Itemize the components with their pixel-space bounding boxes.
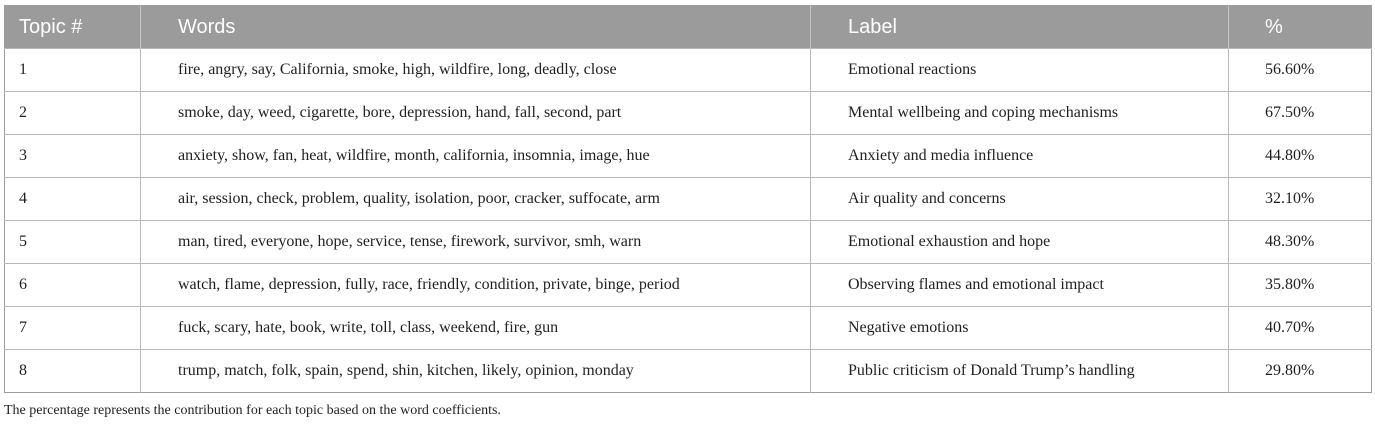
cell-words: fuck, scary, hate, book, write, toll, class, weekend, fire, gun [141, 307, 811, 350]
cell-percent: 35.80% [1229, 264, 1372, 307]
cell-label: Emotional exhaustion and hope [811, 221, 1229, 264]
cell-words: fire, angry, say, California, smoke, high, wildfire, long, deadly, close [141, 49, 811, 92]
table-row [5, 49, 1372, 92]
cell-label: Public criticism of Donald Trump’s handling [811, 350, 1229, 393]
cell-words: smoke, day, weed, cigarette, bore, depression, hand, fall, second, part [141, 92, 811, 135]
cell-topic: 2 [5, 92, 141, 135]
table-footnote: The percentage represents the contribution for each topic based on the word coefficients. [4, 403, 501, 418]
header-words: Words [141, 6, 811, 49]
header-label: Label [811, 6, 1229, 49]
cell-label: Anxiety and media influence [811, 135, 1229, 178]
cell-label: Negative emotions [811, 307, 1229, 350]
cell-topic: 6 [5, 264, 141, 307]
cell-words: man, tired, everyone, hope, service, tense, firework, survivor, smh, warn [141, 221, 811, 264]
cell-percent: 29.80% [1229, 350, 1372, 393]
cell-percent: 40.70% [1229, 307, 1372, 350]
cell-topic: 5 [5, 221, 141, 264]
cell-label: Observing flames and emotional impact [811, 264, 1229, 307]
topic-table-container [4, 5, 1371, 393]
cell-percent: 32.10% [1229, 178, 1372, 221]
cell-label: Air quality and concerns [811, 178, 1229, 221]
table-row [5, 135, 1372, 178]
cell-topic: 4 [5, 178, 141, 221]
table-row [5, 350, 1372, 393]
cell-words: trump, match, folk, spain, spend, shin, kitchen, likely, opinion, monday [141, 350, 811, 393]
table-row [5, 264, 1372, 307]
table-row [5, 178, 1372, 221]
table-body [5, 49, 1372, 393]
cell-topic: 1 [5, 49, 141, 92]
cell-percent: 48.30% [1229, 221, 1372, 264]
cell-label: Emotional reactions [811, 49, 1229, 92]
cell-label: Mental wellbeing and coping mechanisms [811, 92, 1229, 135]
cell-percent: 56.60% [1229, 49, 1372, 92]
topic-table [4, 5, 1372, 393]
table-row [5, 92, 1372, 135]
cell-words: watch, flame, depression, fully, race, friendly, condition, private, binge, period [141, 264, 811, 307]
cell-percent: 44.80% [1229, 135, 1372, 178]
cell-words: air, session, check, problem, quality, isolation, poor, cracker, suffocate, arm [141, 178, 811, 221]
table-row [5, 221, 1372, 264]
table-header [5, 6, 1372, 49]
cell-topic: 3 [5, 135, 141, 178]
header-topic: Topic # [5, 6, 141, 49]
cell-words: anxiety, show, fan, heat, wildfire, month, california, insomnia, image, hue [141, 135, 811, 178]
header-percent: % [1229, 6, 1372, 49]
table-row [5, 307, 1372, 350]
cell-topic: 8 [5, 350, 141, 393]
header-row [5, 6, 1372, 49]
cell-topic: 7 [5, 307, 141, 350]
cell-percent: 67.50% [1229, 92, 1372, 135]
